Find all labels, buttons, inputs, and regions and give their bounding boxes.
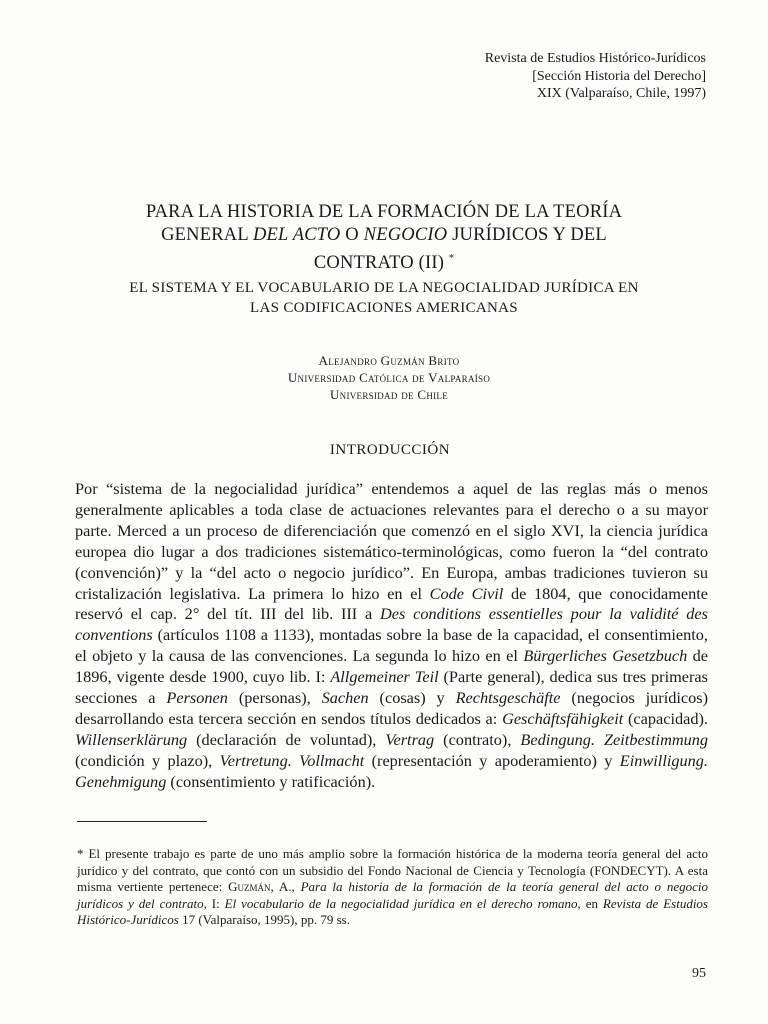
body-italic: Rechtsgeschäfte: [455, 688, 561, 708]
body-text: (artículos 1108 a 1133), montadas sobre la base de la capacidad, el consentimiento, el objeto y la causa de las convenciones. La segunda lo hizo en el: [75, 625, 708, 666]
body-text: (Parte general), dedica sus tres primeras secciones a: [75, 667, 708, 708]
footnote-mark: *: [77, 846, 84, 861]
footnote-italic: El vocabulario de la negocialidad jurídica en el derecho romano: [224, 895, 578, 911]
body-italic: Geschäftsfähigkeit: [502, 708, 624, 728]
body-italic: Willenserklärung: [75, 729, 188, 749]
footnote-italic: Para la historia de la formación de la teoría general del acto o negocio jurídicos y del contrato: [77, 879, 708, 911]
author-block: [150, 352, 628, 403]
body-italic: Allgemeiner Teil: [330, 667, 439, 687]
body-italic: Einwilligung. Genehmigung: [75, 750, 708, 791]
body-italic: Bürgerliches Gesetzbuch: [523, 646, 688, 666]
title-footnote-mark: *: [448, 253, 455, 264]
title-italic: NEGOCIO: [363, 225, 448, 245]
body-text: Por “sistema de la negocialidad jurídica” entendemos a aquel de las reglas más o menos generalmente aplicables a toda clase de actuaciones relevantes para el derecho o a su mayor parte. Merced a un proceso de diferenciación que comenzó en el siglo XVI, la ciencia jurídica europea dio lugar a dos tradiciones sistemático-terminológicas, como fueron la “del contrato (convención)” y la “del acto o negocio jurídico”. En Europa, ambas tradiciones tuvieron su cristalización legislativa. La primera lo hizo en el: [75, 479, 708, 603]
page-number: 95: [692, 966, 706, 981]
body-italic: Des conditions essentielles pour la validité des conventions: [75, 604, 708, 645]
footnote-author: Guzmán, A.: [228, 879, 292, 894]
author-affiliation-2: Universidad de Chile: [329, 387, 449, 402]
title-line-3: [60, 247, 708, 275]
footnote-divider: [77, 821, 207, 822]
article-title: [60, 201, 708, 275]
footnote-text: , I:: [203, 895, 225, 911]
article-subtitle: [60, 279, 708, 318]
body-text: (capacidad).: [623, 708, 708, 728]
footnote-text: 17 (Valparaíso, 1995), pp. 79 ss.: [178, 912, 350, 927]
footnote-text: ,: [291, 879, 301, 894]
footnote: [77, 846, 708, 929]
footnote-text: , en: [577, 895, 603, 911]
body-text: (cosas) y: [368, 688, 456, 708]
title-text: CONTRATO (II): [313, 253, 445, 274]
footnote-text: El presente trabajo es parte de uno más amplio sobre la formación histórica de la moderna teoría general del acto jurídico y del contrato, que contó con un subsidio del Fondo Nacional de Ciencia y Tecnología (FONDECYT). A esta misma vertiente pertenece:: [77, 846, 708, 894]
body-text: (declaración de voluntad),: [187, 729, 386, 749]
body-text: (condición y plazo),: [75, 750, 220, 770]
title-line-1: PARA LA HISTORIA DE LA FORMACIÓN DE LA TEORÍA: [145, 202, 623, 222]
body-text: (negocios jurídicos) desarrollando esta tercera sección en sendos títulos dedicados a:: [75, 688, 709, 728]
body-text: (consentimiento y ratificación).: [166, 771, 376, 791]
footnote-italic: Revista de Estudios Histórico-Jurídicos: [77, 895, 708, 927]
journal-header: [286, 50, 706, 103]
body-text: (contrato),: [434, 729, 521, 749]
body-paragraph: [75, 479, 708, 793]
title-line-2: [60, 224, 708, 247]
title-text: GENERAL: [161, 225, 253, 245]
author-affiliation-1: Universidad Católica de Valparaíso: [287, 370, 491, 385]
section-heading: INTRODUCCIÓN: [329, 442, 451, 458]
title-italic: DEL ACTO: [252, 225, 341, 245]
journal-section: [Sección Historia del Derecho]: [532, 68, 706, 84]
journal-volume: XIX (Valparaíso, Chile, 1997): [536, 86, 706, 101]
body-italic: Vertretung. Vollmacht: [219, 750, 365, 770]
body-italic: Bedingung. Zeitbestimmung: [520, 729, 709, 749]
body-italic: Personen: [166, 688, 228, 708]
subtitle-line-2: LAS CODIFICACIONES AMERICANAS: [250, 299, 518, 316]
author-name: Alejandro Guzmán Brito: [318, 353, 460, 368]
body-text: (representación y apoderamiento) y: [364, 750, 620, 770]
title-text: O: [340, 225, 364, 245]
body-text: de 1804, que conocidamente reservó el cap. 2° del tít. III del lib. III a: [75, 583, 709, 624]
title-text: JURÍDICOS Y DEL: [447, 225, 607, 245]
body-text: de 1896, vigente desde 1900, cuyo lib. I:: [75, 646, 708, 687]
journal-name: Revista de Estudios Histórico-Jurídicos: [484, 51, 706, 66]
subtitle-line-1: EL SISTEMA Y EL VOCABULARIO DE LA NEGOCIALIDAD JURÍDICA EN: [129, 280, 639, 296]
body-italic: Vertrag: [385, 729, 435, 749]
body-text: (personas),: [227, 688, 322, 708]
body-italic: Sachen: [321, 688, 369, 708]
body-italic: Code Civil: [429, 583, 504, 603]
